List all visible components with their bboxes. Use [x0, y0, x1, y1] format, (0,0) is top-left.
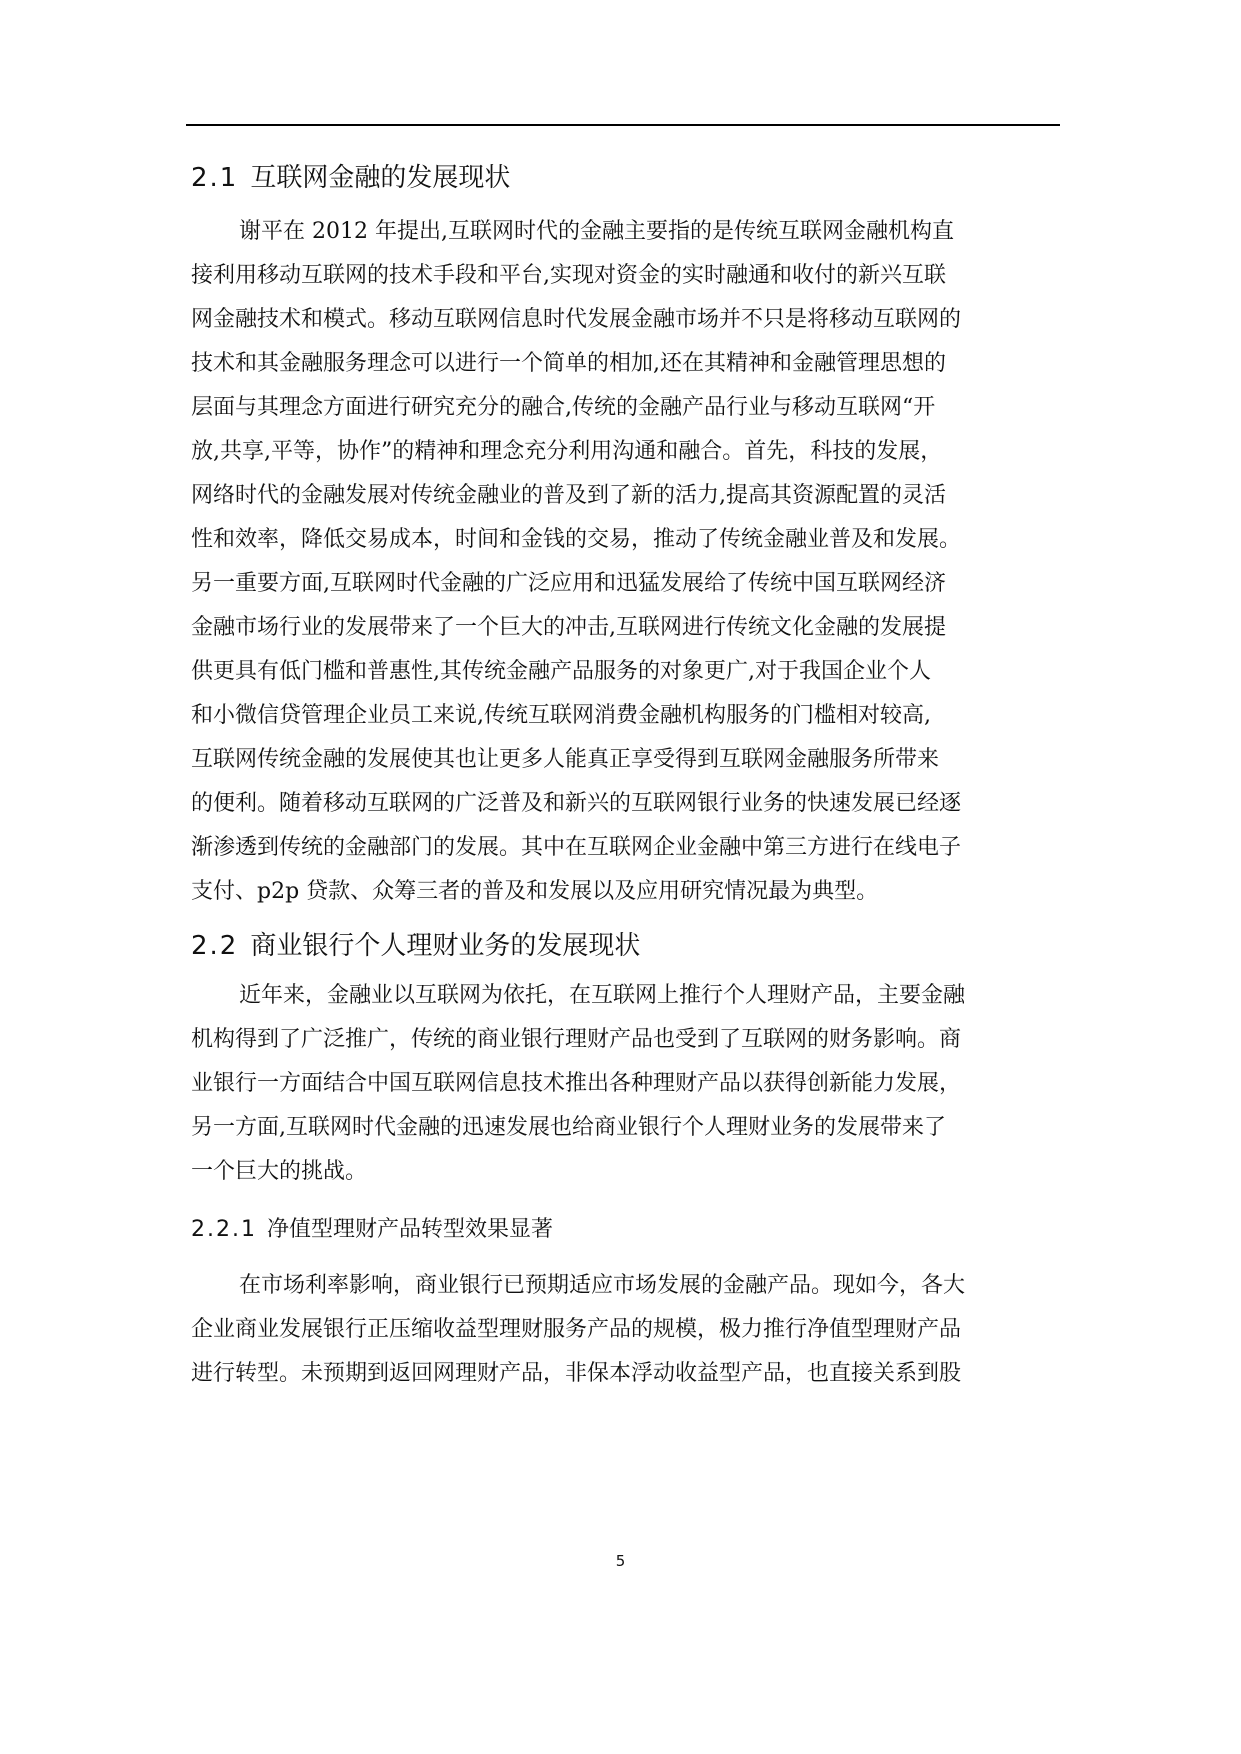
section-2-2-1-paragraph	[191, 1264, 1060, 1396]
page-number: 5	[615, 1552, 626, 1570]
text-line: 技术和其金融服务理念可以进行一个简单的相加,还在其精神和金融管理思想的	[191, 351, 946, 376]
section-2-2-1-number: 2.2.1	[191, 1217, 257, 1242]
page-content	[191, 158, 1060, 1396]
text-line: 近年来，金融业以互联网为依托，在互联网上推行个人理财产品，主要金融	[239, 983, 966, 1008]
text-line: 一个巨大的挑战。	[191, 1159, 368, 1184]
text-line: 的便利。随着移动互联网的广泛普及和新兴的互联网银行业务的快速发展已经逐	[191, 791, 962, 816]
text-line: 机构得到了广泛推广，传统的商业银行理财产品也受到了互联网的财务影响。商	[191, 1027, 962, 1052]
section-2-2-title: 商业银行个人理财业务的发展现状	[250, 931, 641, 961]
text-line: 接利用移动互联网的技术手段和平台,实现对资金的实时融通和收付的新兴互联	[191, 263, 946, 288]
section-2-2-number: 2.2	[191, 931, 239, 961]
text-line: 层面与其理念方面进行研究充分的融合,传统的金融产品行业与移动互联网“开	[191, 395, 936, 420]
text-line: 和小微信贷管理企业员工来说,传统互联网消费金融机构服务的门槛相对较高,	[191, 703, 931, 728]
section-2-1-number: 2.1	[191, 163, 239, 193]
section-2-1-heading	[191, 158, 1060, 198]
text-line: 网金融技术和模式。移动互联网信息时代发展金融市场并不只是将移动互联网的	[191, 307, 962, 332]
section-2-1-title: 互联网金融的发展现状	[250, 163, 511, 193]
text-line: 性和效率，降低交易成本，时间和金钱的交易，推动了传统金融业普及和发展。	[191, 527, 962, 552]
text-line: 另一方面,互联网时代金融的迅速发展也给商业银行个人理财业务的发展带来了	[191, 1115, 946, 1140]
section-2-1-paragraph	[191, 210, 1060, 914]
text-line: 企业商业发展银行正压缩收益型理财服务产品的规模，极力推行净值型理财产品	[191, 1317, 962, 1342]
text-line: 网络时代的金融发展对传统金融业的普及到了新的活力,提高其资源配置的灵活	[191, 483, 946, 508]
header-rule	[186, 124, 1060, 126]
text-line: 在市场利率影响，商业银行已预期适应市场发展的金融产品。现如今，各大	[239, 1273, 966, 1298]
text-line: 业银行一方面结合中国互联网信息技术推出各种理财产品以获得创新能力发展，	[191, 1071, 962, 1096]
text-line: 放,共享,平等，协作”的精神和理念充分利用沟通和融合。首先，科技的发展，	[191, 439, 943, 464]
text-line: 供更具有低门槛和普惠性,其传统金融产品服务的对象更广,对于我国企业个人	[191, 659, 931, 684]
text-line: 金融市场行业的发展带来了一个巨大的冲击,互联网进行传统文化金融的发展提	[191, 615, 946, 640]
section-2-2-1-heading	[191, 1212, 1060, 1248]
text-line: 支付、p2p 贷款、众筹三者的普及和发展以及应用研究情况最为典型。	[191, 879, 879, 904]
text-line: 互联网传统金融的发展使其也让更多人能真正享受得到互联网金融服务所带来	[191, 747, 940, 772]
section-2-2-1-title: 净值型理财产品转型效果显著	[266, 1217, 553, 1242]
text-line: 渐渗透到传统的金融部门的发展。其中在互联网企业金融中第三方进行在线电子	[191, 835, 962, 860]
section-2-2-paragraph	[191, 974, 1060, 1194]
text-line: 谢平在 2012 年提出,互联网时代的金融主要指的是传统互联网金融机构直	[239, 219, 954, 244]
text-line: 另一重要方面,互联网时代金融的广泛应用和迅猛发展给了传统中国互联网经济	[191, 571, 946, 596]
section-2-2-heading	[191, 926, 1060, 966]
text-line: 进行转型。未预期到返回网理财产品，非保本浮动收益型产品，也直接关系到股	[191, 1361, 962, 1386]
